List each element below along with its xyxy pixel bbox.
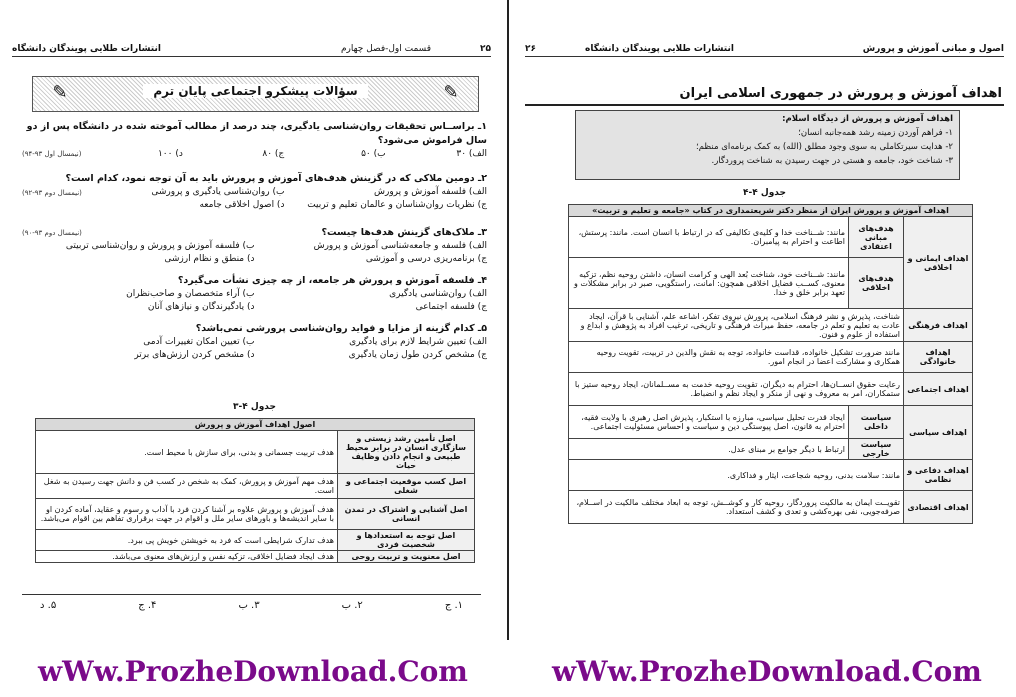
answer: ۱. ج <box>444 600 463 611</box>
option: ج) برنامه‌ریزی درسی و آموزشی <box>365 254 487 264</box>
table-header: اهداف آموزش و پرورش ایران از منظر دکتر شریعتمداری در کتاب «جامعه و تعلیم و تربیت» <box>569 205 973 217</box>
question-text: ۳ـ ملاک‌های گزینش هدف‌ها چیست؟ <box>321 227 487 238</box>
option: الف) ۳۰ <box>456 149 487 159</box>
desc-cell: رعایت حقوق انســان‌ها، احترام به دیگران، تقویت روحیه خدمت به مســلمانان، ایجاد روحیه ستیز با ستمکاران، امر به معروف و نهی از منکر و ایجاد نظم و انضباط. <box>569 373 904 406</box>
desc-cell: هدف مهم آموزش و پرورش، کمک به شخص در کسب فن و دانش جهت رسیدن به شغل است. <box>36 474 338 499</box>
question-4 <box>22 274 487 314</box>
question-text: ۲ـ دومین ملاکی که در گزینش هدف‌های آموزش و پرورش باید به آن توجه نمود، کدام است؟ <box>65 173 487 184</box>
desc-cell: مانند: سلامت بدنی، روحیه شجاعت، ایثار و فداکاری. <box>569 460 904 491</box>
question-text: ۱ـ براســاس تحقیقات روان‌شناسی یادگیری، چند درصد از مطالب آموخته شده در دانشگاه پس از دو سال فراموش می‌شود؟ <box>26 121 487 146</box>
option: ب) آراء متخصصان و صاحب‌نظران <box>126 289 255 299</box>
table-row <box>36 499 475 530</box>
semester-note: (نیمسال دوم ۹۳-۹۰) <box>22 229 82 237</box>
principle-cell: اصل آشنایی و اشتراک در تمدن انسانی <box>338 499 475 530</box>
desc-cell: هدف ایجاد فضایل اخلاقی، تزکیه نفس و ارزش‌های معنوی می‌باشد. <box>36 551 338 563</box>
sub-cell: هدف‌های مبانی اعتقادی <box>849 217 904 258</box>
group-cell: اهداف ایمانی و اخلاقی <box>904 217 973 309</box>
principles-table <box>35 418 475 563</box>
goals-title: اهداف آموزش و پرورش از دیدگاه اسلام: <box>782 114 953 124</box>
option: د) اصول اخلاقی جامعه <box>199 200 285 210</box>
option: ب) روان‌شناسی یادگیری و پرورشی <box>151 187 285 197</box>
answer: ۵. د <box>40 600 57 611</box>
table-row <box>36 474 475 499</box>
sub-cell: سیاست داخلی <box>849 406 904 439</box>
right-page-number: ۲۶ <box>525 44 536 54</box>
option: ج) مشخص کردن طول زمان یادگیری <box>348 350 487 360</box>
table-row <box>569 491 973 524</box>
title-rule <box>525 104 1004 106</box>
option: د) منطق و نظام ارزشی <box>164 254 255 264</box>
option: الف) تعیین شرایط لازم برای یادگیری <box>349 337 487 347</box>
right-header-publisher: انتشارات طلایی پویندگان دانشگاه <box>585 44 734 54</box>
answer-key <box>40 600 463 611</box>
group-cell: اهداف اقتصادی <box>904 491 973 524</box>
pen-book-icon: ✎ <box>443 82 459 103</box>
option: د) یادگیرندگان و نیازهای آنان <box>147 302 255 312</box>
desc-cell: هدف تدارک شرایطی است که فرد به خویشتن خویش پی ببرد. <box>36 530 338 551</box>
desc-cell: ارتباط با دیگر جوامع بر مبنای عدل. <box>569 439 849 460</box>
table-row <box>569 309 973 342</box>
group-cell: اهداف خانوادگی <box>904 342 973 373</box>
left-header-rule <box>12 56 491 57</box>
left-running-head <box>12 10 491 54</box>
spine-line <box>507 0 509 640</box>
principle-cell: اصل تأمین رشد زیستی و سازگاری انسان در برابر محیط طبیعی و انجام دادن وظایف حیات <box>338 431 475 474</box>
goal-item: ۱- فراهم آوردن زمینه رشد همه‌جانبه انسان؛ <box>798 128 953 138</box>
group-cell: اهداف دفاعی و نظامی <box>904 460 973 491</box>
desc-cell: هدف آموزش و پرورش علاوه بر آشنا کردن فرد با آداب و رسوم و عقاید، آماده کردن او با سایر اندیشه‌ها و باورهای سایر ملل و اقوام در جهت برقراری تفاهم بین اقوام می‌باشد. <box>36 499 338 530</box>
page-title: اهداف آموزش و پرورش در جمهوری اسلامی ایران <box>679 86 1002 101</box>
right-header-rule <box>525 56 1004 57</box>
principle-cell: اصل کسب موقعیت اجتماعی و شغلی <box>338 474 475 499</box>
iran-goals-table <box>568 204 973 524</box>
islamic-goals-box <box>575 110 960 180</box>
table-row <box>569 460 973 491</box>
pen-book-icon: ✎ <box>52 82 68 103</box>
group-cell: اهداف سیاسی <box>904 406 973 460</box>
semester-note: (نیمسال دوم ۹۳-۹۲) <box>22 189 82 197</box>
watermark-left: wWw.ProzheDownload.Com <box>38 655 468 688</box>
table-caption: جدول ۴-۳ <box>233 402 276 412</box>
table-caption: جدول ۴-۴ <box>743 188 786 198</box>
left-page-number: ۲۵ <box>480 44 491 54</box>
group-cell: اهداف اجتماعی <box>904 373 973 406</box>
left-header-chapter: قسمت اول-فصل چهارم <box>340 44 431 54</box>
option: ب) فلسفه آموزش و پرورش و روان‌شناسی تربیتی <box>65 241 255 251</box>
table-row <box>36 530 475 551</box>
answers-rule <box>22 594 481 595</box>
option: الف) روان‌شناسی یادگیری <box>389 289 487 299</box>
option: د) مشخص کردن ارزش‌های برتر <box>134 350 255 360</box>
table-header: اصول اهداف آموزش و پرورش <box>36 419 475 431</box>
table-row <box>569 406 973 439</box>
right-running-head <box>525 10 1004 54</box>
desc-cell: مانند ضرورت تشکیل خانواده، قداست خانواده، توجه به نقش والدین در تربیت، تقویت روحیه همکاری و مشارکت اعضا در انجام امور. <box>569 342 904 373</box>
option: ج) ۸۰ <box>262 149 285 159</box>
question-5 <box>22 322 487 362</box>
watermark-right: wWw.ProzheDownload.Com <box>552 655 982 688</box>
right-page <box>513 0 1016 635</box>
table-row <box>569 373 973 406</box>
right-header-chapter: اصول و مبانی آموزش و پرورش <box>862 44 1004 54</box>
option: د) ۱۰۰ <box>157 149 183 159</box>
principle-cell: اصل توجه به استعدادها و شخصیت فردی <box>338 530 475 551</box>
desc-cell: تقویــت ایمان به مالکیت پروردگار، روحیه کار و کوشــش، توجه به ابعاد مختلف مالکیت در اســلام، صرفه‌جویی، نفی بهره‌کشی و تعدی و کشف استعداد. <box>569 491 904 524</box>
answer: ۳. ب <box>238 600 260 611</box>
option: ب) ۵۰ <box>361 149 386 159</box>
answer: ۲. ب <box>341 600 363 611</box>
question-text: ۴ـ فلسفه آموزش و پرورش هر جامعه، از چه چیزی نشأت می‌گیرد؟ <box>177 275 487 286</box>
table-row <box>569 342 973 373</box>
question-text: ۵ـ کدام گزینه از مزایا و فواید روان‌شناسی پرورشی نمی‌باشد؟ <box>195 323 487 334</box>
desc-cell: مانند: شــناخت خدا و کلیه‌ی تکالیفی که در ارتباط با انسان است. مانند: پرستش، اطاعت و احترام به پیامبران. <box>569 217 849 258</box>
option: الف) فلسفه آموزش و پرورش <box>373 187 487 197</box>
desc-cell: شناخت، پذیرش و نشر فرهنگ اسلامی، پرورش نیروی تفکر، اشاعه علم، آشنایی با قرآن، ایجاد عادت به تعلیم و تعلم در جامعه، حفظ میراث فرهنگی و تاریخی، ترغیب افراد به پژوهش و ابداع و استفاده از علوم و فنون. <box>569 309 904 342</box>
left-page <box>0 0 503 635</box>
option: الف) فلسفه و جامعه‌شناسی آموزش و پرورش <box>313 241 487 251</box>
desc-cell: ایجاد قدرت تحلیل سیاسی، مبارزه با استکبار، پذیرش اصل رهبری با ولایت فقیه، احترام به قانون، اصل پیوستگی دین و سیاست و احساس مسئولیت اجتماعی. <box>569 406 849 439</box>
group-cell: اهداف فرهنگی <box>904 309 973 342</box>
table-row <box>36 431 475 474</box>
question-2 <box>22 172 487 212</box>
question-3 <box>22 226 487 266</box>
banner-title: سؤالات پیشکرو اجتماعی پایان ترم <box>143 84 368 98</box>
sub-cell: سیاست خارجی <box>849 439 904 460</box>
questions-banner <box>32 76 479 112</box>
desc-cell: هدف تربیت جسمانی و بدنی، برای سازش با محیط است. <box>36 431 338 474</box>
answer: ۴. ج <box>138 600 157 611</box>
goal-item: ۲- هدایت سیرتکاملی به سوی وجود مطلق (الله) به کمک برنامه‌ای منظم؛ <box>696 142 953 152</box>
principle-cell: اصل معنویت و تربیت روحی <box>338 551 475 563</box>
option: ج) نظریات روان‌شناسان و عالمان تعلیم و تربیت <box>307 200 487 210</box>
table-row <box>36 551 475 563</box>
question-1 <box>22 120 487 161</box>
desc-cell: مانند: شــناخت خود، شناخت بُعد الهی و کرامت انسان، داشتن روحیه نظم، تزکیه معنوی، کســب فضایل اخلاقی همچون: امانت، راستگویی، صبر در برابر مشکلات و تعهد برابر خلق و خدا. <box>569 258 849 309</box>
option: ج) فلسفه اجتماعی <box>415 302 487 312</box>
left-header-publisher: انتشارات طلایی پویندگان دانشگاه <box>12 44 161 54</box>
table-row <box>569 217 973 258</box>
option: ب) تعیین امکان تغییرات آدمی <box>143 337 255 347</box>
sub-cell: هدف‌های اخلاقی <box>849 258 904 309</box>
semester-note: (نیمسال اول ۹۳-۹۴) <box>22 150 82 158</box>
goal-item: ۳- شناخت خود، جامعه و هستی در جهت رسیدن به شناخت پروردگار. <box>711 156 953 166</box>
